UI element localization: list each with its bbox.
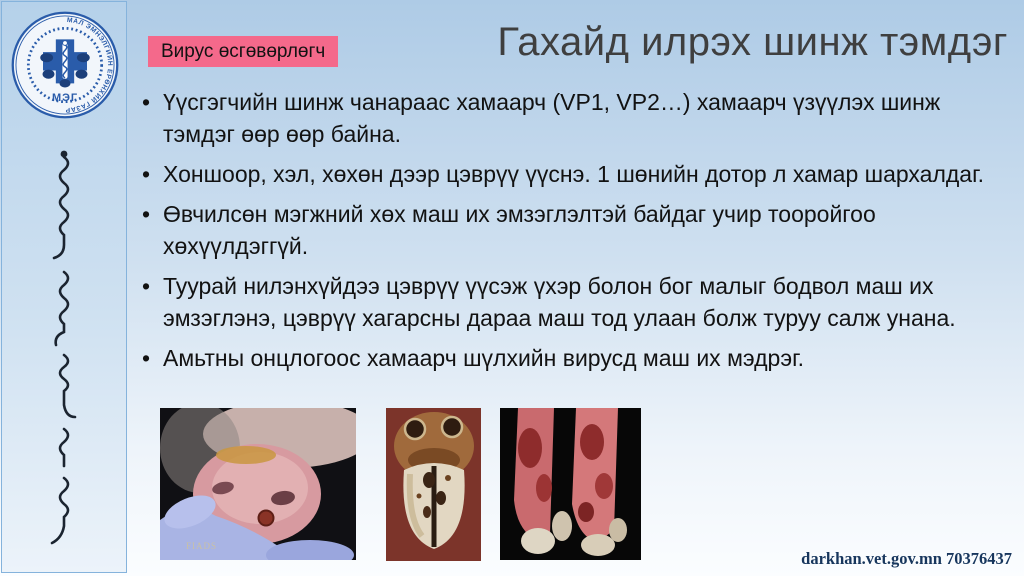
photo-watermark: FIADS <box>186 541 218 551</box>
svg-text:МЭГ: МЭГ <box>52 91 78 104</box>
veterinary-emblem-icon <box>10 10 120 120</box>
mag-logo <box>10 10 120 120</box>
bullet-item: • Үүсгэгчийн шинж чанараас хамаарч (VP1, VP2…) хамаарч үзүүлэх шинж тэмдэг өөр өөр байна. <box>140 86 1004 150</box>
svg-text:МАЛ ЭМНЭЛГИЙН ЕРӨНХИЙ ГАЗАР: МАЛ ЭМНЭЛГИЙН ЕРӨНХИЙ ГАЗАР <box>64 16 114 114</box>
photo-pig-feet-lesions <box>500 408 641 560</box>
bullet-list <box>140 86 1004 382</box>
virus-badge: Вирус өсгөвөрлөгч <box>148 36 338 67</box>
bullet-item: • Амьтны онцлогоос хамаарч шүлхийн вирусд маш их мэдрэг. <box>140 342 1004 374</box>
bullet-item: • Өвчилсөн мэгжний хөх маш их эмзэглэлтэй байдаг учир тооройгоо хөхүүлдэггүй. <box>140 198 1004 262</box>
bullet-item: • Туурай нилэнхүйдээ цэврүү үүсэж үхэр болон бог малыг бодвол маш их эмзэглэнэ, цэврүү хагарсны дараа маш тод улаан болж туруу салж унана. <box>140 270 1004 334</box>
photo-pig-snout <box>160 408 356 560</box>
photo-row <box>0 408 1024 561</box>
photo-pig-hoof-underside <box>386 408 481 561</box>
bullet-item: • Хоншоор, хэл, хөхөн дээр цэврүү үүснэ. 1 шөнийн дотор л хамар шархалдаг. <box>140 158 1004 190</box>
slide-title: Гахайд илрэх шинж тэмдэг <box>497 20 1008 64</box>
footer-contact: darkhan.vet.gov.mn 70376437 <box>801 549 1012 568</box>
pig-snout-image <box>160 408 356 560</box>
pig-feet-image <box>500 408 641 560</box>
pig-hoof-image <box>386 408 481 561</box>
